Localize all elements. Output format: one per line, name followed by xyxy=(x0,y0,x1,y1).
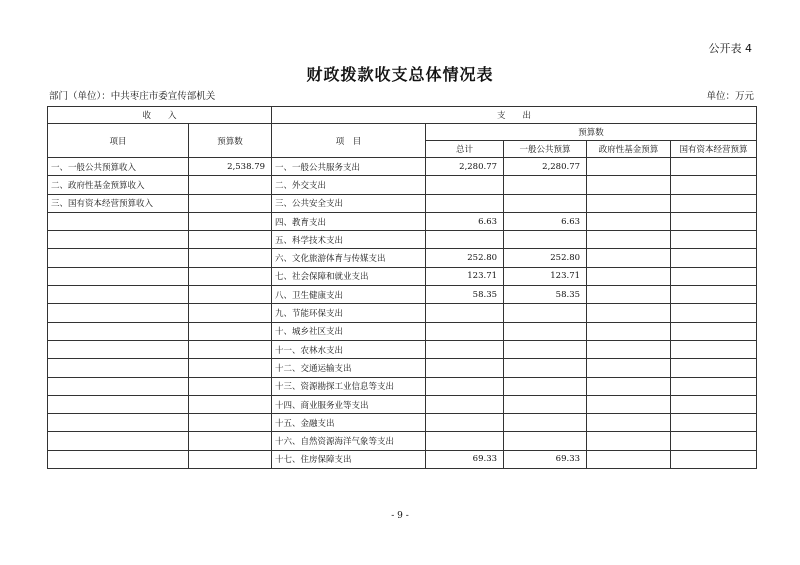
general-budget-cell: 6.63 xyxy=(504,212,587,230)
total-cell xyxy=(426,176,504,194)
income-item-cell xyxy=(48,395,189,413)
soe-budget-cell xyxy=(671,286,757,304)
table-row xyxy=(48,267,757,285)
table-row xyxy=(48,395,757,413)
total-cell: 2,280.77 xyxy=(426,158,504,176)
table-row xyxy=(48,414,757,432)
income-item-cell xyxy=(48,340,189,358)
income-amount-cell xyxy=(189,212,272,230)
expense-item-cell: 五、科学技术支出 xyxy=(272,231,426,249)
soe-budget-cell xyxy=(671,395,757,413)
general-budget-cell xyxy=(504,322,587,340)
total-cell: 69.33 xyxy=(426,450,504,468)
soe-budget-cell xyxy=(671,414,757,432)
fund-budget-cell xyxy=(587,450,671,468)
general-budget-cell: 69.33 xyxy=(504,450,587,468)
budget-table xyxy=(47,106,757,469)
income-amount-cell xyxy=(189,377,272,395)
table-row xyxy=(48,432,757,450)
total-cell: 58.35 xyxy=(426,286,504,304)
income-item-cell xyxy=(48,450,189,468)
income-amount-cell xyxy=(189,267,272,285)
general-budget-cell xyxy=(504,176,587,194)
income-amount-cell xyxy=(189,194,272,212)
soe-budget-cell xyxy=(671,249,757,267)
department-label: 部门（单位）：中共枣庄市委宣传部机关 xyxy=(49,91,216,102)
expense-item-cell: 七、社会保障和就业支出 xyxy=(272,267,426,285)
income-header: 收 入 xyxy=(48,107,272,124)
total-header: 总计 xyxy=(426,141,504,158)
fund-budget-cell xyxy=(587,359,671,377)
income-item-cell xyxy=(48,267,189,285)
income-amount-cell xyxy=(189,450,272,468)
soe-budget-cell xyxy=(671,231,757,249)
total-cell: 252.80 xyxy=(426,249,504,267)
general-budget-cell xyxy=(504,304,587,322)
fund-budget-cell xyxy=(587,286,671,304)
fund-budget-cell xyxy=(587,414,671,432)
fund-budget-header: 政府性基金预算 xyxy=(587,141,671,158)
income-amount-cell xyxy=(189,231,272,249)
income-item-cell xyxy=(48,377,189,395)
soe-budget-cell xyxy=(671,322,757,340)
total-cell xyxy=(426,231,504,249)
expense-item-cell: 三、公共安全支出 xyxy=(272,194,426,212)
unit-label: 单位：万元 xyxy=(706,91,754,102)
income-item-cell xyxy=(48,231,189,249)
income-amount-cell xyxy=(189,176,272,194)
income-item-cell xyxy=(48,322,189,340)
income-amount-cell xyxy=(189,432,272,450)
table-row xyxy=(48,450,757,468)
total-cell xyxy=(426,340,504,358)
total-cell xyxy=(426,432,504,450)
total-cell xyxy=(426,395,504,413)
general-budget-cell xyxy=(504,414,587,432)
general-budget-cell: 58.35 xyxy=(504,286,587,304)
table-row xyxy=(48,231,757,249)
total-cell xyxy=(426,322,504,340)
general-budget-cell: 252.80 xyxy=(504,249,587,267)
soe-budget-cell xyxy=(671,194,757,212)
fund-budget-cell xyxy=(587,267,671,285)
table-row xyxy=(48,176,757,194)
fund-budget-cell xyxy=(587,377,671,395)
fund-budget-cell xyxy=(587,304,671,322)
expense-item-cell: 十三、资源勘探工业信息等支出 xyxy=(272,377,426,395)
general-budget-cell xyxy=(504,432,587,450)
general-budget-header: 一般公共预算 xyxy=(504,141,587,158)
soe-budget-cell xyxy=(671,304,757,322)
income-amount-cell xyxy=(189,395,272,413)
table-row xyxy=(48,194,757,212)
page-title: 财政拨款收支总体情况表 xyxy=(306,65,494,84)
income-budget-header: 预算数 xyxy=(189,124,272,158)
income-item-cell xyxy=(48,286,189,304)
total-cell: 123.71 xyxy=(426,267,504,285)
general-budget-cell xyxy=(504,340,587,358)
income-amount-cell xyxy=(189,414,272,432)
income-amount-cell xyxy=(189,322,272,340)
soe-budget-cell xyxy=(671,359,757,377)
fund-budget-cell xyxy=(587,176,671,194)
page-number: - 9 - xyxy=(391,511,409,521)
fund-budget-cell xyxy=(587,194,671,212)
income-amount-cell xyxy=(189,286,272,304)
expense-item-cell: 十六、自然资源海洋气象等支出 xyxy=(272,432,426,450)
expense-item-cell: 四、教育支出 xyxy=(272,212,426,230)
expense-item-cell: 六、文化旅游体育与传媒支出 xyxy=(272,249,426,267)
general-budget-cell xyxy=(504,377,587,395)
total-cell xyxy=(426,377,504,395)
expense-item-cell: 二、外交支出 xyxy=(272,176,426,194)
fund-budget-cell xyxy=(587,432,671,450)
fund-budget-cell xyxy=(587,212,671,230)
soe-budget-cell xyxy=(671,267,757,285)
fund-budget-cell xyxy=(587,322,671,340)
soe-budget-cell xyxy=(671,432,757,450)
table-row xyxy=(48,286,757,304)
soe-budget-cell xyxy=(671,158,757,176)
table-row xyxy=(48,304,757,322)
fund-budget-cell xyxy=(587,249,671,267)
fund-budget-cell xyxy=(587,158,671,176)
income-item-cell: 一、一般公共预算收入 xyxy=(48,158,189,176)
income-item-cell xyxy=(48,212,189,230)
expense-item-cell: 一、一般公共服务支出 xyxy=(272,158,426,176)
expense-item-cell: 十七、住房保障支出 xyxy=(272,450,426,468)
income-amount-cell xyxy=(189,249,272,267)
table-row xyxy=(48,212,757,230)
expense-item-header: 项 目 xyxy=(272,124,426,158)
income-item-cell: 三、国有资本经营预算收入 xyxy=(48,194,189,212)
income-amount-cell: 2,538.79 xyxy=(189,158,272,176)
expense-item-cell: 八、卫生健康支出 xyxy=(272,286,426,304)
total-cell xyxy=(426,414,504,432)
table-row xyxy=(48,377,757,395)
soe-budget-header: 国有资本经营预算 xyxy=(671,141,757,158)
expense-item-cell: 十、城乡社区支出 xyxy=(272,322,426,340)
fund-budget-cell xyxy=(587,340,671,358)
form-number: 公开表 4 xyxy=(708,42,752,55)
income-item-cell xyxy=(48,432,189,450)
expense-item-cell: 十五、金融支出 xyxy=(272,414,426,432)
fund-budget-cell xyxy=(587,231,671,249)
soe-budget-cell xyxy=(671,377,757,395)
general-budget-cell: 123.71 xyxy=(504,267,587,285)
soe-budget-cell xyxy=(671,340,757,358)
general-budget-cell xyxy=(504,194,587,212)
expense-item-cell: 十一、农林水支出 xyxy=(272,340,426,358)
total-cell xyxy=(426,194,504,212)
income-amount-cell xyxy=(189,359,272,377)
soe-budget-cell xyxy=(671,450,757,468)
general-budget-cell xyxy=(504,231,587,249)
general-budget-cell xyxy=(504,395,587,413)
income-item-cell xyxy=(48,359,189,377)
expense-item-cell: 九、节能环保支出 xyxy=(272,304,426,322)
income-item-cell xyxy=(48,249,189,267)
table-row xyxy=(48,249,757,267)
soe-budget-cell xyxy=(671,176,757,194)
total-cell xyxy=(426,359,504,377)
total-cell xyxy=(426,304,504,322)
expense-budget-header: 预算数 xyxy=(426,124,757,141)
table-row xyxy=(48,322,757,340)
income-item-header: 项目 xyxy=(48,124,189,158)
income-amount-cell xyxy=(189,304,272,322)
income-item-cell xyxy=(48,304,189,322)
expense-item-cell: 十四、商业服务业等支出 xyxy=(272,395,426,413)
income-item-cell xyxy=(48,414,189,432)
soe-budget-cell xyxy=(671,212,757,230)
fund-budget-cell xyxy=(587,395,671,413)
expense-item-cell: 十二、交通运输支出 xyxy=(272,359,426,377)
table-row xyxy=(48,340,757,358)
income-amount-cell xyxy=(189,340,272,358)
table-row xyxy=(48,158,757,176)
general-budget-cell xyxy=(504,359,587,377)
table-row xyxy=(48,359,757,377)
total-cell: 6.63 xyxy=(426,212,504,230)
general-budget-cell: 2,280.77 xyxy=(504,158,587,176)
income-item-cell: 二、政府性基金预算收入 xyxy=(48,176,189,194)
expense-header: 支 出 xyxy=(272,107,757,124)
